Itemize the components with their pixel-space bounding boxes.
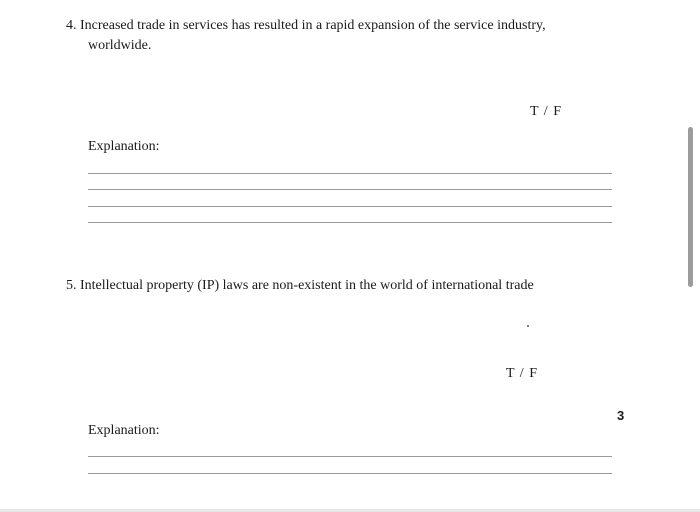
question-5-answer-line-1: [88, 456, 612, 457]
question-4-answer-line-1: [88, 173, 612, 174]
page-number: 3: [617, 408, 625, 423]
question-4-answer-line-3: [88, 206, 612, 207]
question-4-answer-line-2: [88, 189, 612, 190]
question-4-continuation: worldwide.: [88, 38, 152, 53]
question-4-answer-line-4: [88, 222, 612, 223]
question-4-explanation-label: Explanation:: [88, 139, 160, 154]
question-5-answer-line-2: [88, 473, 612, 474]
question-5-explanation-label: Explanation:: [88, 423, 160, 438]
question-4-text: 4. Increased trade in services has resulted in a rapid expansion of the service industry,: [66, 18, 546, 33]
stray-mark: [527, 325, 529, 327]
question-5-true-false: T / F: [506, 366, 538, 381]
question-5-text: 5. Intellectual property (IP) laws are non-existent in the world of international trade: [66, 278, 534, 293]
question-4-true-false: T / F: [530, 104, 562, 119]
vertical-scrollbar[interactable]: [688, 127, 693, 287]
